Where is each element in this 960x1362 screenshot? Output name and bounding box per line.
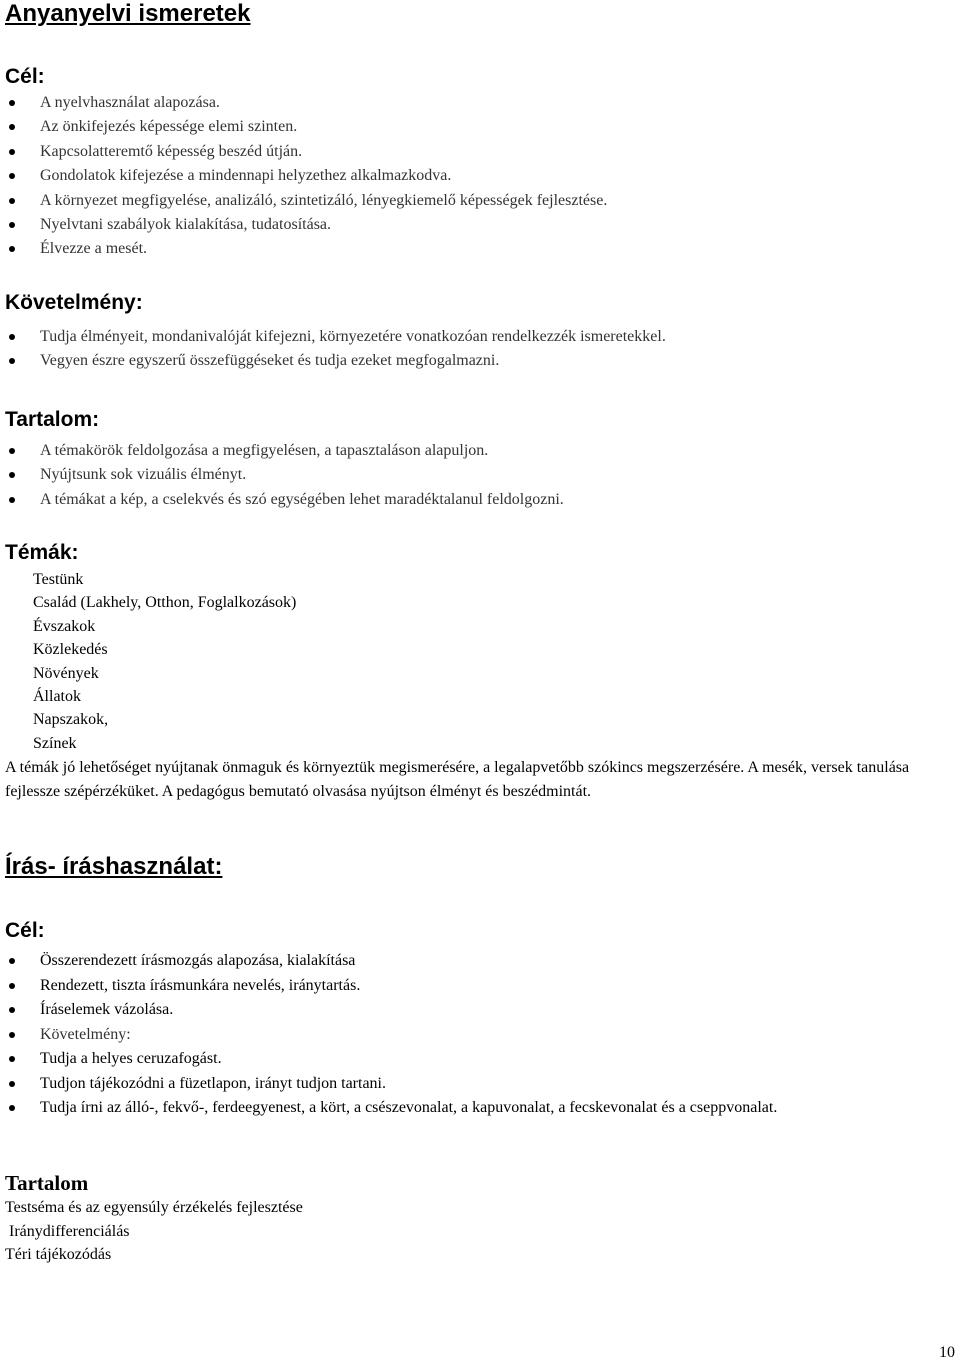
list-item: A témakörök feldolgozása a megfigyelésen, a tapasztaláson alapuljon. [0,439,945,463]
list-item: Testünk [33,571,84,588]
list-item: Állatok [33,688,81,706]
list-item: Az önkifejezés képessége elemi szinten. [0,115,945,139]
list-item: Összerendezett írásmozgás alapozása, kialakítása [0,949,945,974]
list-item: Vegyen észre egyszerű összefüggéseket és tudja ezeket megfogalmazni. [0,349,945,373]
list-item: Íráselemek vázolása. [0,998,945,1023]
list-item: Növények [33,664,99,682]
tartalom-lines [5,1196,303,1267]
list-item: A témákat a kép, a cselekvés és szó egységében lehet maradéktalanul feldolgozni. [0,488,945,512]
cel-list [0,91,945,262]
list-item: Tudja élményeit, mondanivalóját kifejezni, környezetére vonatkozóan rendelkezzék ismeretekkel. [0,325,945,349]
temak-list [33,568,296,755]
list-item: A környezet megfigyelése, analizáló, szintetizáló, lényegkiemelő képességek fejlesztése. [0,189,945,213]
heading-kovetelmeny: Követelmény: [5,291,143,314]
list-item: Nyelvtani szabályok kialakítása, tudatosítása. [0,213,945,237]
iras-cel-list [0,949,945,1121]
text-line: Iránydifferenciálás [5,1222,130,1240]
list-item: A nyelvhasználat alapozása. [0,91,945,115]
list-item: Évszakok [33,617,96,635]
list-item: Tudjon tájékozódni a füzetlapon, irányt tudjon tartani. [0,1072,945,1097]
list-item: Közlekedés [33,641,108,659]
list-item: Tudja a helyes ceruzafogást. [0,1047,945,1072]
list-item: Élvezze a mesét. [0,237,945,261]
heading-iras-tartalom: Tartalom [5,1171,89,1195]
heading-cel: Cél: [5,65,45,88]
heading-tartalom: Tartalom: [5,408,100,431]
list-item: Követelmény: [0,1023,945,1048]
list-item: Kapcsolatteremtő képesség beszéd útján. [0,140,945,164]
heading-iras-cel: Cél: [5,919,45,942]
tartalom-list [0,439,945,512]
list-item: Rendezett, tiszta írásmunkára nevelés, iránytartás. [0,974,945,999]
heading-temak: Témák: [5,541,79,564]
list-item: Napszakok, [33,711,109,729]
list-item: Tudja írni az álló-, fekvő-, ferdeegyenest, a kört, a csészevonalat, a kapuvonalat, a fecskevonalat és a cseppvonalat. [0,1096,945,1121]
list-item: Színek [33,734,77,752]
page-number: 10 [939,1344,955,1361]
list-item: Nyújtsunk sok vizuális élményt. [0,463,945,487]
text-line: Testséma és az egyensúly érzékelés fejlesztése [5,1199,303,1216]
list-item: Gondolatok kifejezése a mindennapi helyzethez alkalmazkodva. [0,164,945,188]
text-line: Téri tájékozódás [5,1246,112,1263]
section-title-iras: Írás- íráshasználat: [5,853,223,880]
list-item: Család (Lakhely, Otthon, Foglalkozások) [33,594,297,612]
kovetelmeny-list [0,325,945,374]
temak-paragraph: A témák jó lehetőséget nyújtanak önmaguk és környeztük megismerésére, a legalapvetőbb szókincs megszerzésére. A mesék, versek tanulása fejlessze szépérzéküket. A pedagógus bemutató olvasása nyújtson élményt és beszédmintát. [5,759,910,800]
section-title-anyanyelvi: Anyanyelvi ismeretek [5,0,251,27]
